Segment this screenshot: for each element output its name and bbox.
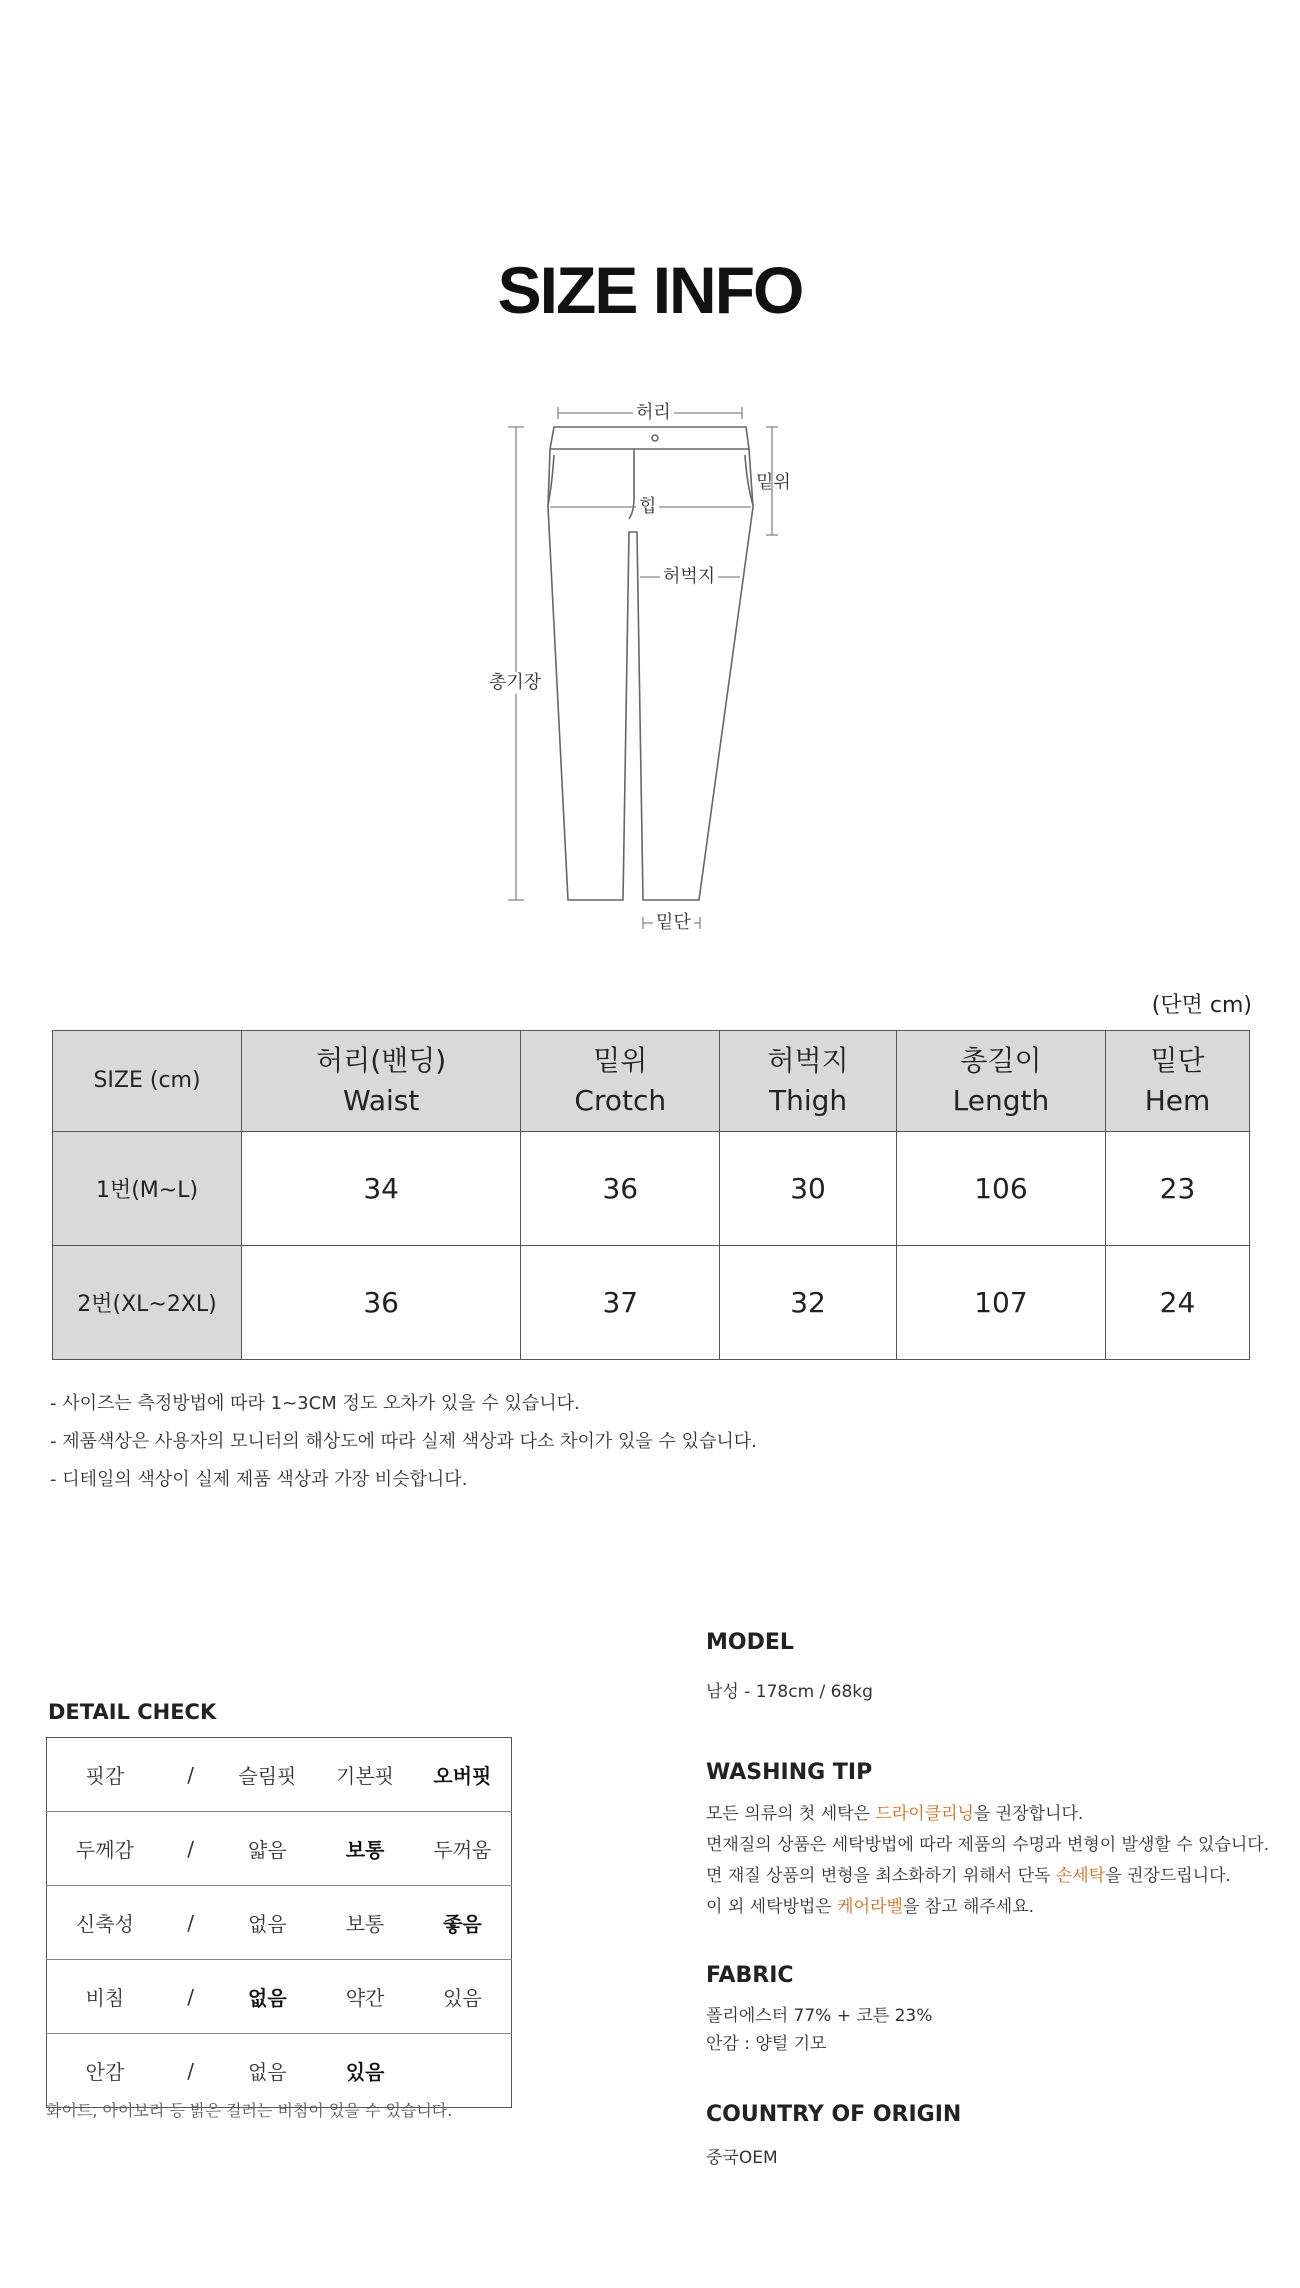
separator: / xyxy=(163,1738,219,1812)
pants-size-diagram xyxy=(470,395,810,945)
detail-option: 두꺼움 xyxy=(414,1812,512,1886)
detail-check-note: 화이트, 아이보리 등 밝은 컬러는 비침이 있을 수 있습니다. xyxy=(46,2101,453,2120)
length-value: 107 xyxy=(896,1246,1105,1360)
detail-option: 기본핏 xyxy=(316,1738,414,1812)
waist-label: 허리 xyxy=(633,402,674,424)
hip-label: 힙 xyxy=(636,496,659,518)
table-row xyxy=(53,1132,1250,1246)
origin-title: COUNTRY OF ORIGIN xyxy=(706,2102,962,2127)
page-title: SIZE INFO xyxy=(497,253,803,327)
detail-check-label: 핏감 xyxy=(47,1738,163,1812)
separator: / xyxy=(163,1886,219,1960)
hem-value: 23 xyxy=(1105,1132,1249,1246)
detail-check-table xyxy=(46,1737,512,2108)
hem-header: 밑단 Hem xyxy=(1105,1031,1249,1132)
thigh-label: 허벅지 xyxy=(660,566,718,588)
washing-line: 모든 의류의 첫 세탁은 드라이클리닝을 권장합니다. xyxy=(706,1804,1084,1824)
separator: / xyxy=(163,1960,219,2034)
detail-option-selected: 있음 xyxy=(345,2060,385,2084)
hem-value: 24 xyxy=(1105,1246,1249,1360)
note-line: - 디테일의 색상이 실제 제품 색상과 가장 비슷합니다. xyxy=(50,1469,468,1490)
size-name: 1번(M~L) xyxy=(53,1132,242,1246)
detail-option: 보통 xyxy=(316,1886,414,1960)
highlight-dry-cleaning: 드라이클리닝 xyxy=(875,1804,974,1824)
detail-check-row xyxy=(47,1960,512,2034)
crotch-header: 밑위 Crotch xyxy=(521,1031,720,1132)
size-notes xyxy=(50,1385,757,1499)
detail-option: 없음 xyxy=(248,2060,287,2084)
hem-label: 밑단 xyxy=(653,912,694,934)
detail-option: 슬림핏 xyxy=(219,1738,317,1812)
crotch-value: 37 xyxy=(521,1246,720,1360)
detail-check-label: 안감 xyxy=(85,2060,125,2084)
crotch-value: 36 xyxy=(521,1132,720,1246)
length-value: 106 xyxy=(896,1132,1105,1246)
highlight-care-label: 케어라벨 xyxy=(837,1897,903,1917)
washing-title: WASHING TIP xyxy=(706,1760,873,1785)
length-header: 총길이 Length xyxy=(896,1031,1105,1132)
thigh-value: 32 xyxy=(720,1246,897,1360)
size-header-cell: SIZE (cm) xyxy=(53,1031,242,1132)
washing-line: 면 재질 상품의 변형을 최소화하기 위해서 단독 손세탁을 권장드립니다. xyxy=(706,1866,1231,1886)
detail-option xyxy=(414,2034,512,2108)
size-table-header xyxy=(53,1031,1250,1132)
detail-check-label: 비침 xyxy=(47,1960,163,2034)
highlight-hand-wash: 손세탁 xyxy=(1055,1866,1106,1886)
note-line: - 사이즈는 측정방법에 따라 1~3CM 정도 오차가 있을 수 있습니다. xyxy=(50,1393,580,1414)
size-table xyxy=(52,1030,1250,1360)
waist-header: 허리(밴딩) Waist xyxy=(242,1031,521,1132)
thigh-value: 30 xyxy=(720,1132,897,1246)
detail-option: 없음 xyxy=(219,1886,317,1960)
fabric-line: 안감 : 양털 기모 xyxy=(706,2034,827,2054)
model-title: MODEL xyxy=(706,1630,794,1655)
detail-option-selected: 오버핏 xyxy=(414,1738,512,1812)
detail-check-title: DETAIL CHECK xyxy=(48,1700,217,1724)
length-label: 총기장 xyxy=(486,672,544,694)
thigh-header: 허벅지 Thigh xyxy=(720,1031,897,1132)
detail-check-label: 신축성 xyxy=(47,1886,163,1960)
detail-option: 얇음 xyxy=(219,1812,317,1886)
fabric-line: 폴리에스터 77% + 코튼 23% xyxy=(706,2006,933,2026)
washing-line: 면재질의 상품은 세탁방법에 따라 제품의 수명과 변형이 발생할 수 있습니다. xyxy=(706,1835,1270,1855)
size-name: 2번(XL~2XL) xyxy=(53,1246,242,1360)
note-line: - 제품색상은 사용자의 모니터의 해상도에 따라 실제 색상과 다소 차이가 있을 수 있습니다. xyxy=(50,1431,757,1452)
unit-note: (단면 cm) xyxy=(1151,993,1252,1018)
detail-option-selected: 좋음 xyxy=(414,1886,512,1960)
detail-option-selected: 보통 xyxy=(316,1812,414,1886)
separator: / xyxy=(163,1812,219,1886)
washing-line: 이 외 세탁방법은 케어라벨을 참고 해주세요. xyxy=(706,1897,1035,1917)
detail-check-row xyxy=(47,2034,512,2108)
fabric-title: FABRIC xyxy=(706,1963,794,1988)
detail-check-label: 두께감 xyxy=(47,1812,163,1886)
table-row xyxy=(53,1246,1250,1360)
detail-check-row xyxy=(47,1812,512,1886)
crotch-label: 밑위 xyxy=(756,472,791,493)
origin-text: 중국OEM xyxy=(706,2148,778,2168)
detail-option: 약간 xyxy=(316,1960,414,2034)
waist-value: 36 xyxy=(242,1246,521,1360)
waist-value: 34 xyxy=(242,1132,521,1246)
product-info xyxy=(706,1630,1286,2174)
detail-check-row xyxy=(47,1738,512,1812)
model-text: 남성 - 178cm / 68kg xyxy=(706,1682,873,1702)
separator: / xyxy=(187,2058,195,2083)
detail-check-row xyxy=(47,1886,512,1960)
detail-option-selected: 없음 xyxy=(219,1960,317,2034)
detail-option: 있음 xyxy=(414,1960,512,2034)
